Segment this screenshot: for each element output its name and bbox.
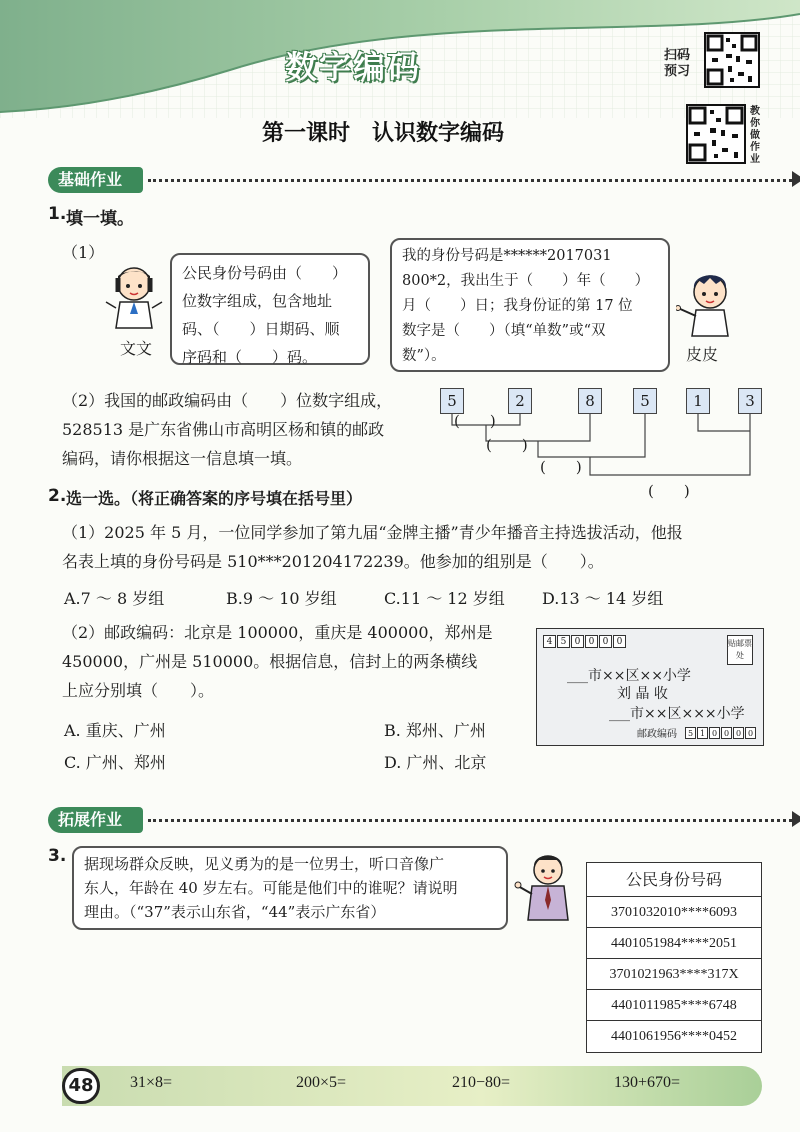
sub-question-label: （1）	[62, 243, 105, 262]
postal-digit-box: 5	[633, 388, 657, 414]
teach-homework-label: 教你做作业	[750, 106, 760, 165]
option-d[interactable]: D. 广州、北京	[384, 753, 487, 772]
envelope-code-box: 1	[697, 727, 708, 739]
girl-wenwen-icon	[104, 262, 166, 332]
qr-code-icon	[688, 106, 744, 162]
bubble-line: 我的身份号码是******2017031	[402, 248, 612, 264]
envelope-code-box: 5	[685, 727, 696, 739]
postal-digit-box: 1	[686, 388, 710, 414]
option-b[interactable]: B. 郑州、广州	[384, 721, 486, 740]
speech-bubble-pipi	[390, 238, 670, 372]
table-row: 3701032010****6093	[587, 897, 761, 928]
envelope-code-box: 0	[571, 635, 584, 648]
question-text	[62, 518, 782, 576]
envelope	[536, 628, 764, 746]
character-name-wenwen: 文文	[120, 339, 153, 358]
question-title: 填一填。	[66, 209, 134, 229]
option-b[interactable]: B.9 ～ 10 岁组	[226, 589, 337, 608]
dotted-line	[148, 819, 798, 822]
table-row: 3701021963****317X	[587, 959, 761, 990]
envelope-code-box: 0	[709, 727, 720, 739]
bubble-line: 据现场群众反映，见义勇为的是一位男士，听口音像广	[84, 855, 445, 873]
boy-pipi-icon	[676, 270, 740, 338]
envelope-code-box: 0	[613, 635, 626, 648]
answer-blank[interactable]: ( )	[454, 412, 496, 430]
envelope-recipient-name: 刘 晶 收	[617, 686, 668, 702]
section-label: 基础作业	[48, 167, 143, 193]
scan-preview-label: 扫码预习	[664, 48, 691, 79]
option-c[interactable]: C. 广州、郑州	[64, 753, 166, 772]
text-line: （1）2025 年 5 月，一位同学参加了第九届“金牌主播”青少年播音主持选拔活动，他报	[62, 523, 683, 542]
envelope-code-box: 5	[557, 635, 570, 648]
dotted-line	[148, 179, 798, 182]
postal-digit-box: 2	[508, 388, 532, 414]
bubble-line: 位数字组成，包含地址	[182, 292, 333, 310]
table-row: 4401051984****2051	[587, 928, 761, 959]
option-d[interactable]: D.13 ～ 14 岁组	[542, 589, 664, 608]
lesson-title: 第一课时 认识数字编码	[262, 121, 505, 146]
table-row: 4401061956****0452	[611, 1029, 737, 1044]
section-label: 拓展作业	[48, 807, 143, 833]
postal-digit-box: 8	[578, 388, 602, 414]
answer-blank[interactable]: ( )	[540, 458, 582, 476]
envelope-code-box: 0	[745, 727, 756, 739]
id-number-table	[586, 862, 762, 1053]
text-line: 上应分别填（ ）。	[62, 681, 215, 700]
unit-title: 数字编码	[285, 48, 422, 86]
speech-bubble-wenwen	[170, 253, 370, 365]
arrow-right-icon	[792, 171, 800, 187]
envelope-code-box: 4	[543, 635, 556, 648]
calc-exercise: 200×5=	[296, 1074, 347, 1091]
question-number: 3.	[48, 846, 67, 866]
answer-blank[interactable]: ( )	[486, 436, 528, 454]
question-text	[62, 386, 442, 473]
bubble-line: 数”）。	[402, 348, 446, 364]
text-line: （2）邮政编码：北京是 100000，重庆是 400000，郑州是	[62, 623, 493, 642]
postal-digit-box: 3	[738, 388, 762, 414]
calc-exercise: 31×8=	[130, 1074, 173, 1091]
bubble-line: 序码和（ ）码。	[182, 348, 318, 366]
question-title: 选一选。（将正确答案的序号填在括号里）	[66, 489, 363, 508]
envelope-code-box: 0	[733, 727, 744, 739]
bubble-line: 数字是（ ）（填“单数”或“双	[402, 323, 606, 339]
text-line: （2）我国的邮政编码由（ ）位数字组成，	[62, 391, 393, 410]
calc-exercise: 210−80=	[452, 1074, 511, 1091]
envelope-sender-address: ___市××区×××小学	[609, 706, 745, 722]
option-a[interactable]: A.7 ～ 8 岁组	[64, 589, 165, 608]
question-number: 1.	[48, 204, 67, 224]
arrow-right-icon	[792, 811, 800, 827]
bubble-line: 公民身份号码由（ ）	[182, 264, 348, 282]
text-line: 编码，请你根据这一信息填一填。	[62, 449, 303, 468]
envelope-code-box: 0	[585, 635, 598, 648]
question-text	[62, 618, 532, 705]
speech-bubble-q3	[72, 846, 508, 930]
text-line: 名表上填的身份号码是 510***201204172239。他参加的组别是（ ）。	[62, 552, 604, 571]
question-number: 2.	[48, 486, 67, 506]
bubble-line: 月（ ）日；我身份证的第 17 位	[402, 298, 633, 314]
envelope-code-box: 0	[721, 727, 732, 739]
envelope-code-box: 0	[599, 635, 612, 648]
text-line: 450000，广州是 510000。根据信息，信封上的两条横线	[62, 652, 478, 671]
bubble-line: 理由。（“37”表示山东省，“44”表示广东省）	[84, 903, 386, 921]
calc-exercise: 130+670=	[614, 1074, 681, 1091]
page-number: 48	[62, 1068, 100, 1104]
table-header: 公民身份号码	[587, 863, 761, 897]
man-character-icon	[512, 852, 578, 922]
bubble-line: 码、（ ）日期码、顺	[182, 320, 340, 338]
table-row: 4401011985****6748	[587, 990, 761, 1021]
envelope-recipient-address: ___市××区××小学	[567, 668, 691, 684]
envelope-code-label: 邮政编码	[637, 729, 677, 740]
text-line: 528513 是广东省佛山市高明区杨和镇的邮政	[62, 420, 385, 439]
character-name-pipi: 皮皮	[686, 345, 719, 364]
stamp-box: 贴邮票处	[727, 635, 753, 665]
qr-code-preview[interactable]	[704, 32, 760, 88]
bubble-line: 东人，年龄在 40 岁左右。可能是他们中的谁呢？请说明	[84, 879, 458, 897]
bubble-line: 800*2，我出生于（ ）年（ ）	[402, 273, 650, 289]
answer-blank[interactable]: ( )	[648, 482, 690, 500]
option-c[interactable]: C.11 ～ 12 岁组	[384, 589, 505, 608]
qr-code-homework[interactable]	[686, 104, 746, 164]
postal-digit-box: 5	[440, 388, 464, 414]
option-a[interactable]: A. 重庆、广州	[64, 721, 166, 740]
qr-code-icon	[706, 34, 758, 86]
